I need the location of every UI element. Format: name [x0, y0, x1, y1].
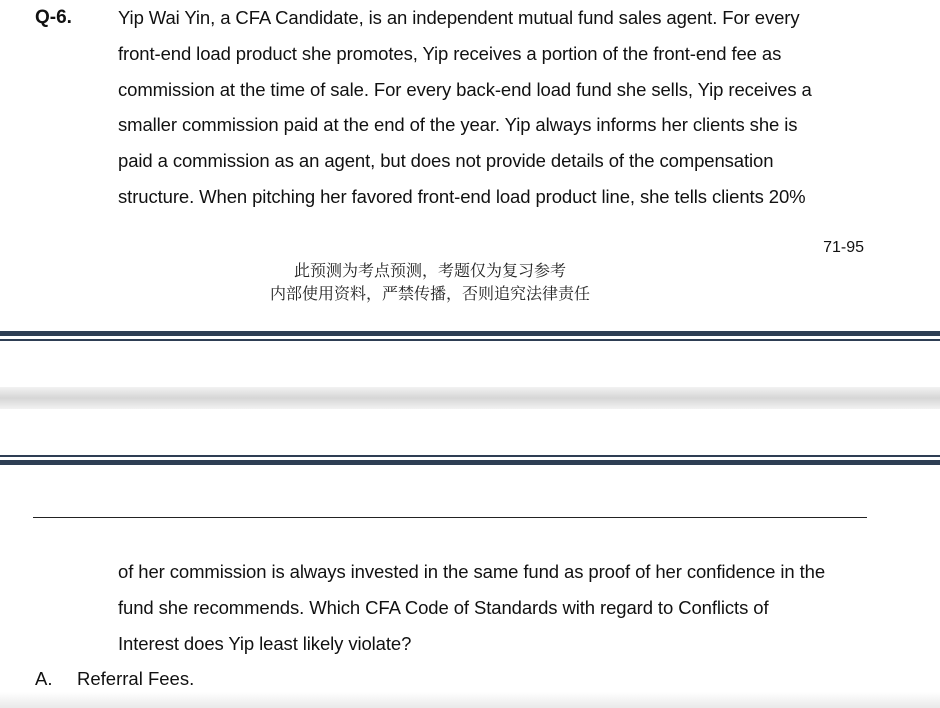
question-line: paid a commission as an agent, but does not provide details of the compensation [118, 150, 774, 172]
question-text-part2 [118, 554, 878, 661]
question-line: commission at the time of sale. For every back-end load fund she sells, Yip receives a [118, 78, 812, 100]
option-letter: A. [35, 668, 53, 689]
question-line: fund she recommends. Which CFA Code of Standards with regard to Conflicts of [118, 596, 769, 618]
watermark-line: 此预测为考点预测，考题仅为复习参考 [293, 261, 566, 280]
question-line: smaller commission paid at the end of the year. Yip always informs her clients she is [118, 114, 798, 136]
question-line: Interest does Yip least likely violate? [118, 632, 412, 654]
question-text-part1 [118, 0, 878, 215]
screen-bottom-edge [0, 692, 940, 708]
page-header-band-thin [0, 455, 940, 457]
question-line: Yip Wai Yin, a CFA Candidate, is an independent mutual fund sales agent. For every [118, 7, 800, 28]
answer-option-a[interactable] [35, 667, 194, 691]
header-rule [33, 517, 867, 518]
page-header-band [0, 460, 940, 465]
option-text: Referral Fees. [77, 668, 195, 689]
question-line: structure. When pitching her favored front-end load product line, she tells clients 20% [118, 185, 806, 207]
question-line: of her commission is always invested in the same fund as proof of her confidence in the [118, 561, 826, 582]
page-footer-band [0, 331, 940, 336]
question-line: front-end load product she promotes, Yip receives a portion of the front-end fee as [118, 42, 782, 64]
page-footer-band-thin [0, 339, 940, 341]
page-separator [0, 387, 940, 409]
question-number: Q-6. [35, 7, 72, 28]
watermark-notice [230, 259, 630, 305]
watermark-line: 内部使用资料，严禁传播，否则追究法律责任 [269, 284, 590, 303]
page-number: 71-95 [823, 239, 864, 256]
